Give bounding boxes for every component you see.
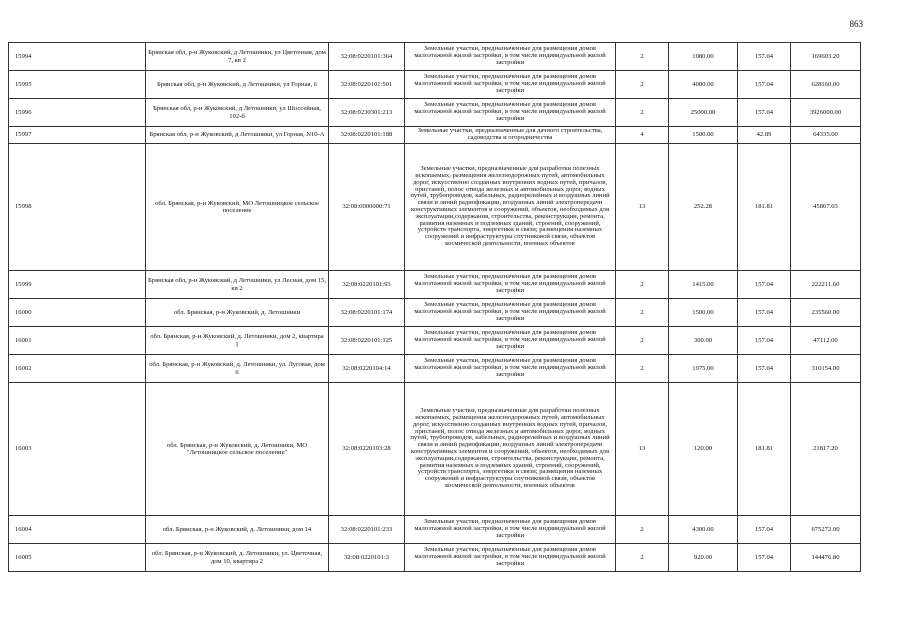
land-use-cell: Земельные участки, предназначенные для размещения домов малоэтажной жилой застройки, в том числе индивидуальной жилой застройки <box>405 544 616 572</box>
cadastral-value-cell: 64335.00 <box>791 127 861 144</box>
address-cell: Брянская обл, р-н Жуковский, д Летошники, ул Горная, N10-А <box>146 127 329 144</box>
unit-price-cell: 181.81 <box>738 383 791 516</box>
address-cell: обл. Брянская, р-н Жуковский, д. Летошники, МО "Летошницкое сельское поселение" <box>146 383 329 516</box>
table-row <box>9 144 861 271</box>
cadastral-number-cell: 32:08:0220101:125 <box>329 327 405 355</box>
unit-price-cell: 157.04 <box>738 327 791 355</box>
cadastral-number-cell: 32:08:0220101:188 <box>329 127 405 144</box>
unit-price-cell: 157.04 <box>738 355 791 383</box>
cadastral-value-cell: 628160.00 <box>791 71 861 99</box>
land-use-cell: Земельные участки, предназначенные для размещения домов малоэтажной жилой застройки, в том числе индивидуальной жилой застройки <box>405 516 616 544</box>
row-number: 16005 <box>9 544 146 572</box>
address-cell: Брянская обл, р-н Жуковский, д Летошники, ул Лесная, дом 15, кв 2 <box>146 271 329 299</box>
cadastral-number-cell: 32:08:0230301:213 <box>329 99 405 127</box>
row-number: 15997 <box>9 127 146 144</box>
table-row <box>9 99 861 127</box>
area-cell: 1500.00 <box>669 127 738 144</box>
area-cell: 920.00 <box>669 544 738 572</box>
cadastral-number-cell: 32:08:0220101:3 <box>329 544 405 572</box>
cadastral-value-cell: 169603.20 <box>791 43 861 71</box>
area-cell: 1080.00 <box>669 43 738 71</box>
area-cell: 1975.00 <box>669 355 738 383</box>
area-cell: 252.28 <box>669 144 738 271</box>
category-code-cell: 2 <box>616 516 669 544</box>
cadastral-number-cell: 32:08:0220103:28 <box>329 383 405 516</box>
table-row <box>9 71 861 99</box>
land-use-cell: Земельные участки, предназначенные для размещения домов малоэтажной жилой застройки, в том числе индивидуальной жилой застройки <box>405 271 616 299</box>
land-use-cell: Земельные участки, предназначенные для размещения домов малоэтажной жилой застройки, в том числе индивидуальной жилой застройки <box>405 355 616 383</box>
unit-price-cell: 157.04 <box>738 71 791 99</box>
page-number: 863 <box>849 19 863 29</box>
address-cell: обл. Брянская, р-н Жуковский, МО Летошницкое сельское поселение <box>146 144 329 271</box>
address-cell: обл. Брянская, р-н Жуковский, д. Летошники, ул. Цветочная, дом 10, квартира 2 <box>146 544 329 572</box>
cadastral-value-cell: 21817.20 <box>791 383 861 516</box>
category-code-cell: 2 <box>616 43 669 71</box>
unit-price-cell: 157.04 <box>738 299 791 327</box>
table-row <box>9 299 861 327</box>
land-registry-table <box>8 42 861 572</box>
cadastral-value-cell: 3926000.00 <box>791 99 861 127</box>
address-cell: Брянская обл, р-н Жуковский, д Летошники, ул Горная, 6 <box>146 71 329 99</box>
table-row <box>9 327 861 355</box>
cadastral-number-cell: 32:08:0220101:233 <box>329 516 405 544</box>
area-cell: 25000.00 <box>669 99 738 127</box>
unit-price-cell: 181.81 <box>738 144 791 271</box>
unit-price-cell: 157.04 <box>738 516 791 544</box>
row-number: 15999 <box>9 271 146 299</box>
table-row <box>9 127 861 144</box>
cadastral-value-cell: 310154.00 <box>791 355 861 383</box>
area-cell: 1500.00 <box>669 299 738 327</box>
address-cell: обл. Брянская, р-н Жуковский, д. Летошники <box>146 299 329 327</box>
category-code-cell: 2 <box>616 99 669 127</box>
cadastral-value-cell: 45867.03 <box>791 144 861 271</box>
area-cell: 4000.00 <box>669 71 738 99</box>
category-code-cell: 2 <box>616 271 669 299</box>
cadastral-value-cell: 235560.00 <box>791 299 861 327</box>
land-use-cell: Земельные участки, предназначенные для размещения домов малоэтажной жилой застройки, в том числе индивидуальной жилой застройки <box>405 327 616 355</box>
table-row <box>9 516 861 544</box>
unit-price-cell: 157.04 <box>738 43 791 71</box>
category-code-cell: 2 <box>616 544 669 572</box>
cadastral-number-cell: 32:08:0220101:174 <box>329 299 405 327</box>
table-body <box>9 43 861 572</box>
category-code-cell: 13 <box>616 383 669 516</box>
category-code-cell: 2 <box>616 327 669 355</box>
table-row <box>9 383 861 516</box>
cadastral-value-cell: 47112.00 <box>791 327 861 355</box>
cadastral-number-cell: 32:08:0000000:71 <box>329 144 405 271</box>
land-use-cell: Земельные участки, предназначенные для размещения домов малоэтажной жилой застройки, в том числе индивидуальной жилой застройки <box>405 43 616 71</box>
land-use-cell: Земельные участки, предназначенные для размещения домов малоэтажной жилой застройки, в том числе индивидуальной жилой застройки <box>405 71 616 99</box>
unit-price-cell: 157.04 <box>738 99 791 127</box>
cadastral-number-cell: 32:08:0220101:364 <box>329 43 405 71</box>
table-row <box>9 43 861 71</box>
address-cell: обл. Брянская, р-н Жуковский, д. Летошники, ул. Луговая, дом 6 <box>146 355 329 383</box>
cadastral-value-cell: 675272.00 <box>791 516 861 544</box>
address-cell: Брянская обл, р-н Жуковский, д Летошники, ул Цветочная, дом 7, кв 2 <box>146 43 329 71</box>
land-use-cell: Земельные участки, предназначенные для размещения домов малоэтажной жилой застройки, в том числе индивидуальной жилой застройки <box>405 299 616 327</box>
land-use-cell: Земельные участки, предназначенные для разработки полезных ископаемых, размещения железнодорожных путей, автомобильных дорог, искусственно созданных внутренних водных путей, причалов, пристаней, полос отвода железных и автомобильных дорог, водных путей, трубопроводов, кабельных, радиорелейных и воздушных линий связи и линий радиофикации, воздушных линий электропередачи конструктивных элементов и сооружений, объектов, необходимых для эксплуатации,содержания, строительства, реконструкции, ремонта, развития наземных и подземных зданий, строений, сооружений, устройств транспорта, энергетики и связи; размещения наземных сооружений и инфраструктуры спутниковой связи, объектов космической деятельности, военных объектов <box>405 144 616 271</box>
cadastral-number-cell: 32:08:0220101:501 <box>329 71 405 99</box>
row-number: 16003 <box>9 383 146 516</box>
row-number: 16001 <box>9 327 146 355</box>
land-use-cell: Земельные участки, предназначенные для дачного строительства, садоводства и огородничества <box>405 127 616 144</box>
address-cell: Брянская обл, р-н Жуковский, д Летошники, ул Шоссейная, 102-б <box>146 99 329 127</box>
row-number: 15998 <box>9 144 146 271</box>
cadastral-value-cell: 222211.60 <box>791 271 861 299</box>
land-use-cell: Земельные участки, предназначенные для разработки полезных ископаемых, размещения железнодорожных путей, автомобильных дорог, искусственно созданных внутренних водных путей, причалов, пристаней, полос отвода железных и автомобильных дорог, водных путей, трубопроводов, кабельных, радиорелейных и воздушных линий связи и линий радиофикации, воздушных линий электропередачи конструктивных элементов и сооружений, объектов, необходимых для эксплуатации,содержания, строительства, реконструкции, ремонта, развития наземных и подземных зданий, строений, сооружений, устройств транспорта, энергетики и связи; размещения наземных сооружений и инфраструктуры спутниковой связи, объектов космической деятельности, военных объектов <box>405 383 616 516</box>
address-cell: обл. Брянская, р-н Жуковский, д. Летошники, дом 14 <box>146 516 329 544</box>
row-number: 16002 <box>9 355 146 383</box>
category-code-cell: 4 <box>616 127 669 144</box>
row-number: 16004 <box>9 516 146 544</box>
area-cell: 300.00 <box>669 327 738 355</box>
unit-price-cell: 157.04 <box>738 544 791 572</box>
table-row <box>9 355 861 383</box>
row-number: 15995 <box>9 71 146 99</box>
row-number: 15996 <box>9 99 146 127</box>
category-code-cell: 13 <box>616 144 669 271</box>
table-row <box>9 271 861 299</box>
cadastral-number-cell: 32:08:0220101:93 <box>329 271 405 299</box>
address-cell: обл. Брянская, р-н Жуковский, д. Летошники, дом 2, квартира 1 <box>146 327 329 355</box>
table-row <box>9 544 861 572</box>
category-code-cell: 2 <box>616 71 669 99</box>
unit-price-cell: 42.89 <box>738 127 791 144</box>
land-use-cell: Земельные участки, предназначенные для размещения домов малоэтажной жилой застройки, в том числе индивидуальной жилой застройки <box>405 99 616 127</box>
row-number: 16000 <box>9 299 146 327</box>
cadastral-number-cell: 32:08:0220104:14 <box>329 355 405 383</box>
area-cell: 4300.00 <box>669 516 738 544</box>
area-cell: 1415.00 <box>669 271 738 299</box>
unit-price-cell: 157.04 <box>738 271 791 299</box>
category-code-cell: 2 <box>616 355 669 383</box>
area-cell: 120.00 <box>669 383 738 516</box>
cadastral-value-cell: 144476.80 <box>791 544 861 572</box>
row-number: 15994 <box>9 43 146 71</box>
category-code-cell: 2 <box>616 299 669 327</box>
